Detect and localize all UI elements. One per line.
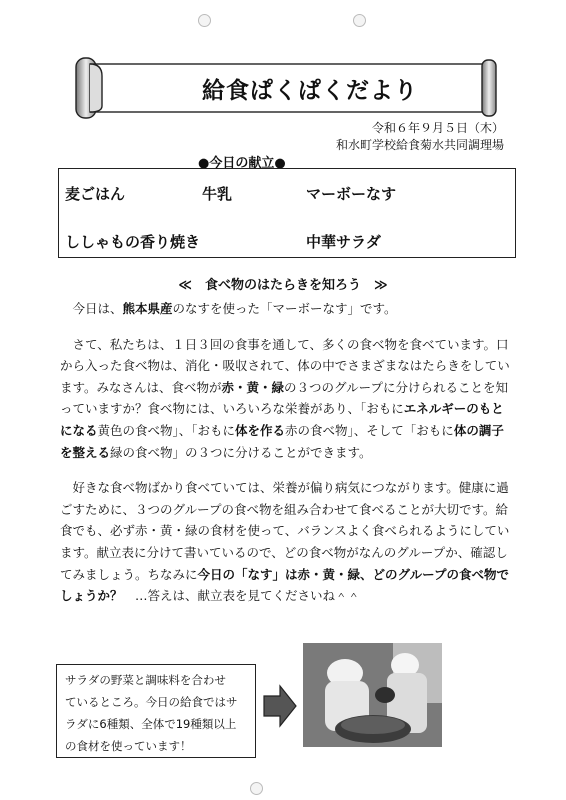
text-span: 赤の食べ物」、そして「おもに [285,422,454,438]
menu-item: 牛乳 [202,185,233,203]
title-banner [70,52,500,124]
caption-line: ているところ。今日の給食ではサ [65,695,238,709]
article-body [60,298,516,621]
emphasis-text: 熊本県産 [122,301,173,316]
menu-item: 中華サラダ [306,233,381,251]
caption-line: サラダの野菜と調味料を合わせ [65,673,226,687]
emphasis-text: エネルギーのもとになる [60,401,504,438]
text-span: 緑の食べ物」の３つに分けることができます。 [110,444,372,460]
text-span: …答えは、献立表を見てくださいね＾＾ [122,588,361,604]
kitchen-photo [303,643,442,747]
caption-line: ラダに6種類、全体で19種類以上 [65,717,237,731]
emphasis-text: 今日の「なす」は赤・黄・緑、どのグループの食べ物でしょうか？ [60,566,510,604]
photo-caption-box [56,664,256,758]
photo-scene [303,643,442,747]
punch-hole-top-right [353,14,366,27]
issue-date: 令和６年９月５日（木） [371,121,504,135]
menu-label: ●今日の献立● [198,156,286,171]
text-span: さて、私たちは、１日３回の食事を通して、多くの食べ物を食べています。口から入った食べ物は、消化・吸収されて、体の中でさまざまなはたらきをしています。みなさんは、食べ物が [60,336,510,395]
paragraph [60,477,516,607]
text-span: 今日は、 [72,301,123,316]
menu-item: マーボーなす [306,185,397,203]
issue-info [336,120,504,154]
menu-box [58,168,516,258]
text-span: 好きな食べ物ばかり食べていては、栄養が偏り病気につながります。健康に過ごすために、３つのグループの食べ物を組み合わせて食べることが大切です。給食でも、必ず赤・黄・緑の食材を使って、バランスよく食べられるようにしています。献立表に分けて書いているので、どの食べ物がなんのグループか、確認してみましょう。ちなみに [60,480,510,582]
paragraph [60,334,516,464]
caption-line: の食材を使っています！ [65,739,192,753]
text-span: のなすを使った「マーボーなす」です。 [172,301,397,316]
emphasis-text: 体を作る [235,422,286,438]
newsletter-title: 給食ぱくぱくだより [202,78,418,104]
paragraph [60,298,516,320]
punch-hole-bottom [250,782,263,795]
punch-hole-top [198,14,211,27]
text-span: の３つのグループに分けられることを知っていますか？食べ物には、いろいろな栄養があり、「おもに [60,379,509,417]
menu-item: 麦ごはん [65,185,126,203]
menu-item: ししゃもの香り焼き [65,233,201,251]
right-arrow-icon [262,684,298,728]
text-span: 黄色の食べ物」、「おもに [97,422,236,438]
emphasis-text: 体の調子を整える [60,422,504,460]
organization-name: 和水町学校給食菊水共同調理場 [335,138,504,152]
article-heading: ≪ 食べ物のはたらきを知ろう ≫ [178,278,388,293]
emphasis-text: 赤・黄・緑 [221,379,285,395]
